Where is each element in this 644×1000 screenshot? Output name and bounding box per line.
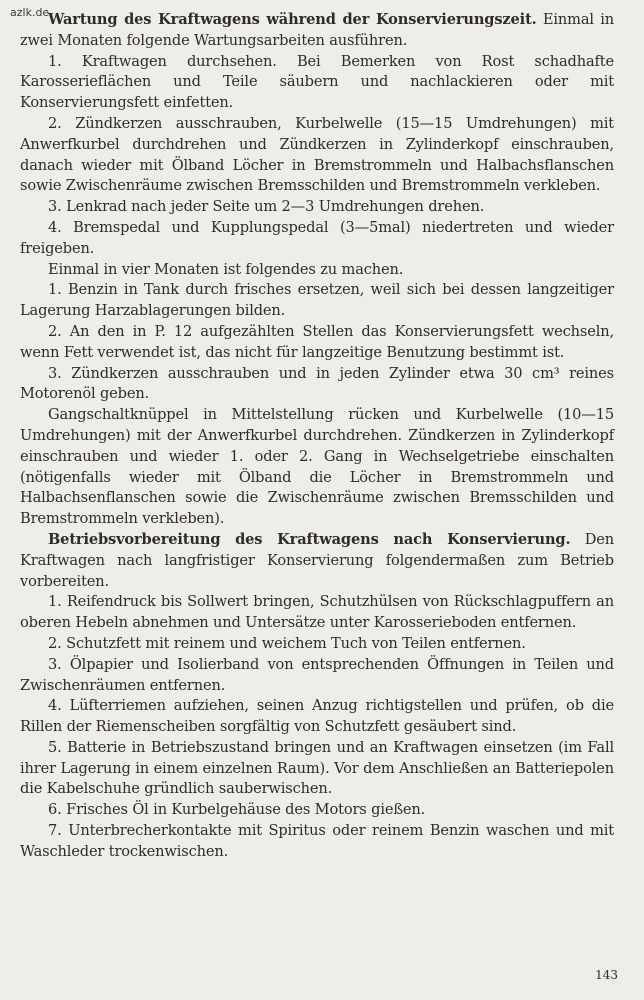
paragraph-text: Einmal in zwei Monaten folgende Wartungsarbeiten ausführen. [20,11,615,49]
paragraph: 3. Lenkrad nach jeder Seite um 2—3 Umdrehungen drehen. [48,198,485,216]
paragraph [20,530,614,592]
paragraph: 4. Lüfterriemen aufziehen, seinen Anzug richtigstellen und prüfen, ob die Rillen der Riemenscheiben sorgfältig von Schutzfett gesäubert sind. [20,697,614,736]
paragraph: 3. Zündkerzen ausschrauben und in jeden Zylinder etwa 30 cm³ reines Motorenöl geben. [20,364,614,403]
paragraph: 2. An den in P. 12 aufgezählten Stellen das Konservierungsfett wechseln, wenn Fett verwendet ist, das nicht für langzeitige Benutzung bestimmt ist. [20,322,614,361]
paragraph-text: Den Kraftwagen nach langfristiger Konservierung folgendermaßen zum Betrieb vorbereiten. [20,530,614,590]
paragraph: 7. Unterbrecherkontakte mit Spiritus oder reinem Benzin waschen und mit Waschleder trockenwischen. [20,822,614,860]
paragraph: 2. Zündkerzen ausschrauben, Kurbelwelle (15—15 Umdrehungen) mit Anwerfkurbel durchdrehen und Zündkerzen in Zylinderkopf einschrauben, danach wieder mit Ölband Löcher in Bremstrommeln und Halbachsflanschen sowie Zwischenräume zwischen Bremsschilden und Bremstrommeln verkleben. [20,114,614,195]
paragraph: 2. Schutzfett mit reinem und weichem Tuch von Teilen entfernen. [48,634,526,652]
section-heading: Wartung des Kraftwagens während der Konservierungszeit. [48,11,537,28]
paragraph: 1. Reifendruck bis Sollwert bringen, Schutzhülsen von Rückschlagpuffern an oberen Hebeln abnehmen und Untersätze unter Karosserieboden entfernen. [20,593,614,632]
paragraph: 4. Bremspedal und Kupplungspedal (3—5mal) niedertreten und wieder freigeben. [20,218,614,257]
paragraph [20,10,614,52]
paragraph: Einmal in vier Monaten ist folgendes zu machen. [48,260,404,278]
paragraph: 6. Frisches Öl in Kurbelgehäuse des Motors gießen. [48,801,426,819]
paragraph: 3. Ölpapier und Isolierband von entsprechenden Öffnungen in Teilen und Zwischenräumen entfernen. [20,655,614,694]
paragraph: 5. Batterie in Betriebszustand bringen und an Kraftwagen einsetzen (im Fall ihrer Lagerung in einem einzelnen Raum). Vor dem Anschließen an Batteriepolen die Kabelschuhe gründlich sauberwischen. [20,738,614,798]
paragraph: 1. Kraftwagen durchsehen. Bei Bemerken von Rost schadhafte Karosserieflächen und Teile säubern und nachlackieren oder mit Konservierungsfett einfetten. [20,52,614,112]
section-heading: Betriebsvorbereitung des Kraftwagens nach Konservierung. [48,530,571,548]
page-text [20,10,614,863]
page-number: 143 [595,968,618,982]
paragraph: Gangschaltknüppel in Mittelstellung rücken und Kurbelwelle (10—15 Umdrehungen) mit der Anwerfkurbel durchdrehen. Zündkerzen in Zylinderkopf einschrauben und wieder 1. oder 2. Gang in Wechselgetriebe einschalten (nötigenfalls wieder mit Ölband die Löcher in Bremstrommeln und Halbachsenflanschen sowie die Zwischenräume zwischen Bremsschilden und Bremstrommeln verkleben). [20,406,614,528]
watermark: azlk.de [10,6,50,19]
paragraph: 1. Benzin in Tank durch frisches ersetzen, weil sich bei dessen langzeitiger Lagerung Harzablagerungen bilden. [20,281,614,320]
